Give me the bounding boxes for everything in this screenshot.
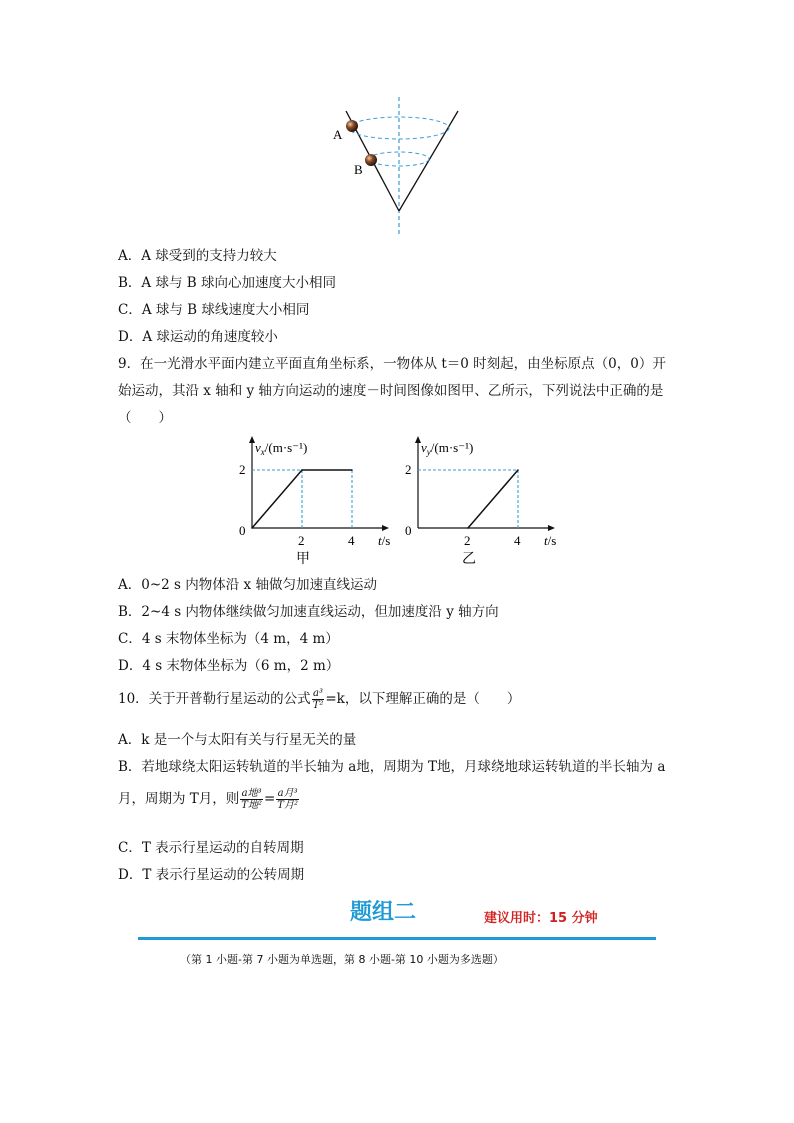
velocity-chart-yi — [398, 430, 568, 570]
q8-option-d: D．A 球运动的角速度较小 — [118, 329, 278, 345]
moon-ratio — [276, 788, 299, 811]
ball-b — [365, 154, 377, 166]
q10-option-a: A．k 是一个与太阳有关与行星无关的量 — [118, 732, 357, 748]
equals-sign: = — [263, 791, 276, 807]
q10-option-b-prefix: 月，周期为 T月，则 — [118, 791, 240, 807]
label-b: B — [354, 162, 363, 177]
kepler-formula — [312, 688, 325, 711]
q9-stem-line3: （ ） — [118, 410, 172, 426]
x-axis-label: t/s — [544, 533, 557, 548]
q10-option-b-line2 — [118, 788, 300, 811]
kepler-formula-denominator: T² — [312, 700, 324, 711]
section-note: （第 1 小题-第 7 小题为单选题，第 8 小题-第 10 小题为多选题） — [180, 953, 504, 966]
x-tick-label-4: 4 — [348, 533, 355, 548]
data-series-line — [252, 470, 352, 528]
data-point-1 — [517, 469, 519, 471]
q10-option-b-line1: B．若地球绕太阳运转轨道的半长轴为 a地，周期为 T地，月球绕地球运转轨道的半长轴为 a — [118, 759, 666, 775]
q9-stem-line2: 始运动，其沿 x 轴和 y 轴方向运动的速度－时间图像如图甲、乙所示，下列说法中正确的是 — [118, 383, 664, 399]
x-tick-label-0: 0 — [405, 523, 412, 538]
label-a: A — [333, 127, 343, 142]
q10-stem-suffix: =k，以下理解正确的是（ ） — [325, 691, 521, 707]
q9-option-b: B．2~4 s 内物体继续做匀加速直线运动，但加速度沿 y 轴方向 — [118, 604, 499, 620]
q8-option-b: B．A 球与 B 球向心加速度大小相同 — [118, 275, 336, 291]
velocity-chart-jia — [232, 430, 402, 570]
chart-caption: 乙 — [462, 552, 476, 567]
q10-stem — [118, 688, 520, 711]
earth-ratio-denominator: T地² — [241, 800, 262, 811]
section-title: 题组二 — [350, 900, 417, 925]
q10-stem-prefix: 10．关于开普勒行星运动的公式 — [118, 691, 311, 707]
ball-a — [346, 120, 358, 132]
q8-option-a: A．A 球受到的支持力较大 — [118, 248, 277, 264]
data-point-1 — [301, 469, 303, 471]
suggested-time: 建议用时：15 分钟 — [484, 911, 598, 926]
earth-ratio-numerator: a地³ — [241, 788, 262, 799]
y-axis-label: $v_x/(m\cdot s^{-1})$ — [255, 440, 308, 457]
y-tick-label-2: 2 — [405, 462, 412, 477]
y-tick-label-2: 2 — [239, 462, 246, 477]
q9-option-a: A．0~2 s 内物体沿 x 轴做匀加速直线运动 — [118, 577, 377, 593]
x-tick-label-4: 4 — [514, 533, 521, 548]
data-point-0 — [251, 527, 253, 529]
x-axis-label: t/s — [378, 533, 391, 548]
x-axis-arrow — [548, 525, 555, 531]
x-axis-arrow — [382, 525, 389, 531]
q9-option-d: D．4 s 末物体坐标为（6 m，2 m） — [118, 658, 340, 674]
moon-ratio-denominator: T月² — [277, 800, 298, 811]
section-divider — [138, 937, 656, 940]
q9-option-c: C．4 s 末物体坐标为（4 m，4 m） — [118, 631, 339, 647]
data-point-0 — [467, 527, 469, 529]
kepler-formula-numerator: a³ — [313, 688, 324, 699]
data-series-line — [468, 470, 518, 528]
x-tick-label-0: 0 — [239, 523, 246, 538]
moon-ratio-numerator: a月³ — [277, 788, 298, 799]
q9-stem-line1: 9．在一光滑水平面内建立平面直角坐标系，一物体从 t＝0 时刻起，由坐标原点（0，0）开 — [118, 356, 666, 372]
earth-ratio — [240, 788, 263, 811]
data-point-2 — [351, 469, 353, 471]
x-tick-label-2: 2 — [464, 533, 471, 548]
q10-option-c: C．T 表示行星运动的自转周期 — [118, 840, 304, 856]
cone-figure — [330, 95, 470, 240]
y-axis-label: $v_y/(m\cdot s^{-1})$ — [421, 440, 474, 457]
x-tick-label-2: 2 — [298, 533, 305, 548]
chart-caption: 甲 — [296, 552, 310, 567]
q10-option-d: D．T 表示行星运动的公转周期 — [118, 867, 305, 883]
q8-option-c: C．A 球与 B 球线速度大小相同 — [118, 302, 310, 318]
